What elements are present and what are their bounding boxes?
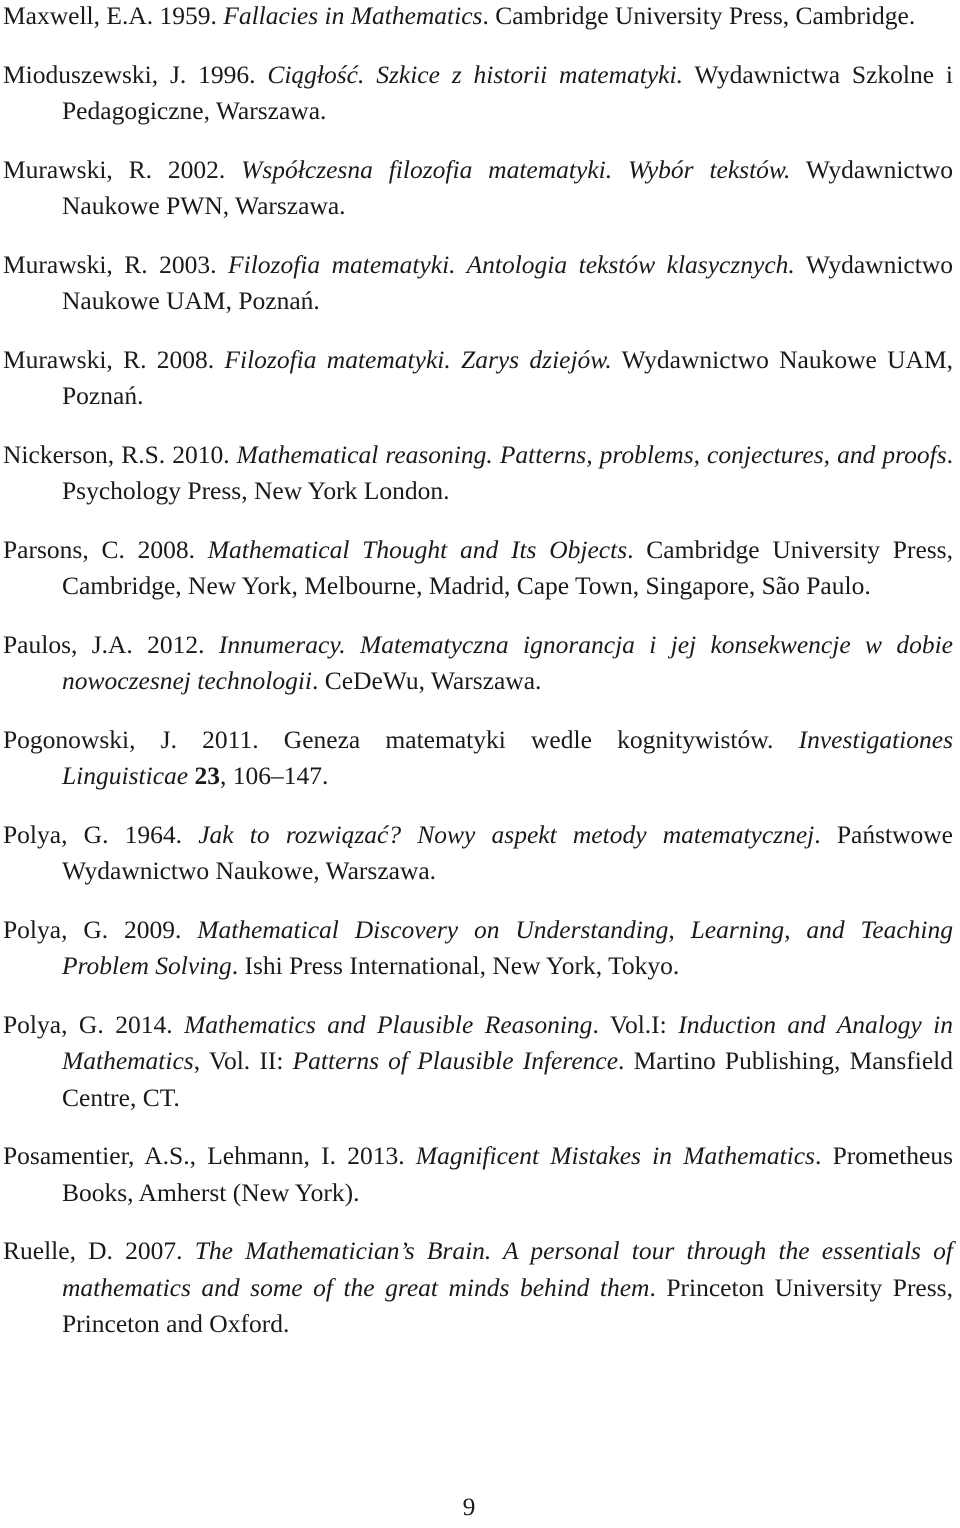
entry-text: Maxwell, E.A. 1959.	[3, 1, 224, 30]
entry-title-italic: Investigationes Linguisticae	[62, 724, 953, 790]
entry-text: Murawski, R. 2002.	[3, 154, 242, 184]
entry-text: . Martino Publishing, Mansfield Centre, CT.	[62, 1046, 953, 1112]
entry-text: Polya, G. 2014.	[3, 1009, 185, 1039]
bibliography-list	[3, 0, 953, 1365]
entry-text: Ruelle, D. 2007.	[3, 1236, 195, 1265]
entry-text: Polya, G. 1964.	[3, 819, 199, 849]
page-number: 9	[462, 1492, 476, 1521]
entry-title-italic: Induction and Analogy in Mathematics	[62, 1009, 953, 1075]
bibliography-entry	[3, 912, 953, 985]
entry-text: Murawski, R. 2003.	[3, 249, 229, 279]
entry-title-italic: Ciągłość. Szkice z historii matematyki.	[267, 59, 683, 89]
entry-text: Nickerson, R.S. 2010.	[3, 439, 237, 469]
entry-text: Wydawnictwo Naukowe PWN, Warszawa.	[62, 154, 953, 220]
bibliography-entry	[3, 627, 953, 700]
entry-text: . Ishi Press International, New York, Tokyo.	[231, 951, 680, 980]
entry-text: Posamentier, A.S., Lehmann, I. 2013.	[3, 1141, 416, 1170]
entry-title-italic: Mathematical reasoning. Patterns, problems, conjectures, and proofs	[236, 439, 947, 469]
entry-text: . Vol.I:	[592, 1009, 679, 1039]
bibliography-entry	[3, 532, 953, 605]
entry-text: Mioduszewski, J. 1996.	[3, 59, 268, 89]
bibliography-entry	[3, 1138, 953, 1211]
bibliography-entry	[3, 722, 953, 795]
entry-text: . Cambridge University Press, Cambridge.	[482, 1, 916, 30]
entry-text: . CeDeWu, Warszawa.	[312, 666, 542, 695]
entry-text: Wydawnictwa Szkolne i Pedagogiczne, Warszawa.	[62, 59, 953, 125]
bibliography-entry	[3, 817, 953, 890]
entry-title-italic: Mathematical Thought and Its Objects	[207, 534, 628, 564]
entry-text: , Vol. II:	[193, 1046, 293, 1075]
entry-title-italic: Współczesna filozofia matematyki. Wybór tekstów.	[241, 154, 791, 184]
entry-text: Wydawnictwo Naukowe UAM, Poznań.	[62, 249, 953, 315]
bibliography-entry	[3, 342, 953, 415]
entry-text: Parsons, C. 2008.	[3, 534, 208, 564]
bibliography-entry	[3, 152, 953, 225]
entry-text: . Princeton University Press, Princeton and Oxford.	[62, 1272, 953, 1338]
entry-text: . Prometheus Books, Amherst (New York).	[62, 1141, 954, 1207]
entry-title-italic: The Mathematician’s Brain. A personal tour through the essentials of mathematics and some of the great minds behind them	[62, 1236, 953, 1302]
entry-title-italic: Jak to rozwiązać? Nowy aspekt metody matematycznej	[198, 819, 815, 849]
entry-text: Wydawnictwo Naukowe UAM, Poznań.	[62, 344, 953, 410]
bibliography-entry	[3, 247, 953, 320]
entry-title-italic: Mathematics and Plausible Reasoning	[184, 1009, 593, 1039]
bibliography-entry	[3, 57, 953, 130]
entry-text: Polya, G. 2009.	[3, 914, 198, 944]
bibliography-entry	[3, 437, 953, 510]
entry-title-italic: Filozofia matematyki. Antologia tekstów klasycznych.	[228, 249, 795, 279]
entry-title-italic: Patterns of Plausible Inference	[292, 1046, 619, 1075]
entry-title-italic: Mathematical Discovery on Understanding, Learning, and Teaching Problem Solving	[62, 914, 954, 980]
entry-text: Murawski, R. 2008.	[3, 344, 225, 374]
entry-title-italic: Innumeracy. Matematyczna ignorancja i jej konsekwencje w dobie nowoczesnej technologii	[62, 629, 953, 695]
bibliography-entry	[3, 1233, 953, 1343]
entry-text: . Psychology Press, New York London.	[62, 439, 953, 505]
entry-volume-bold: 23	[194, 761, 220, 790]
entry-text: Pogonowski, J. 2011. Geneza matematyki wedle kognitywistów.	[3, 724, 799, 754]
entry-text: . Cambridge University Press, Cambridge, New York, Melbourne, Madrid, Cape Town, Singapore, São Paulo.	[62, 534, 953, 600]
entry-title-italic: Filozofia matematyki. Zarys dziejów.	[224, 344, 612, 374]
entry-text: , 106–147.	[219, 761, 329, 790]
bibliography-entry	[3, 1007, 953, 1117]
bibliography-entry	[3, 0, 953, 35]
entry-title-italic: Magnificent Mistakes in Mathematics	[415, 1141, 815, 1170]
entry-text: Paulos, J.A. 2012.	[3, 629, 219, 659]
entry-title-italic: Fallacies in Mathematics	[223, 1, 483, 30]
entry-text: . Państwowe Wydawnictwo Naukowe, Warszawa.	[62, 819, 953, 885]
